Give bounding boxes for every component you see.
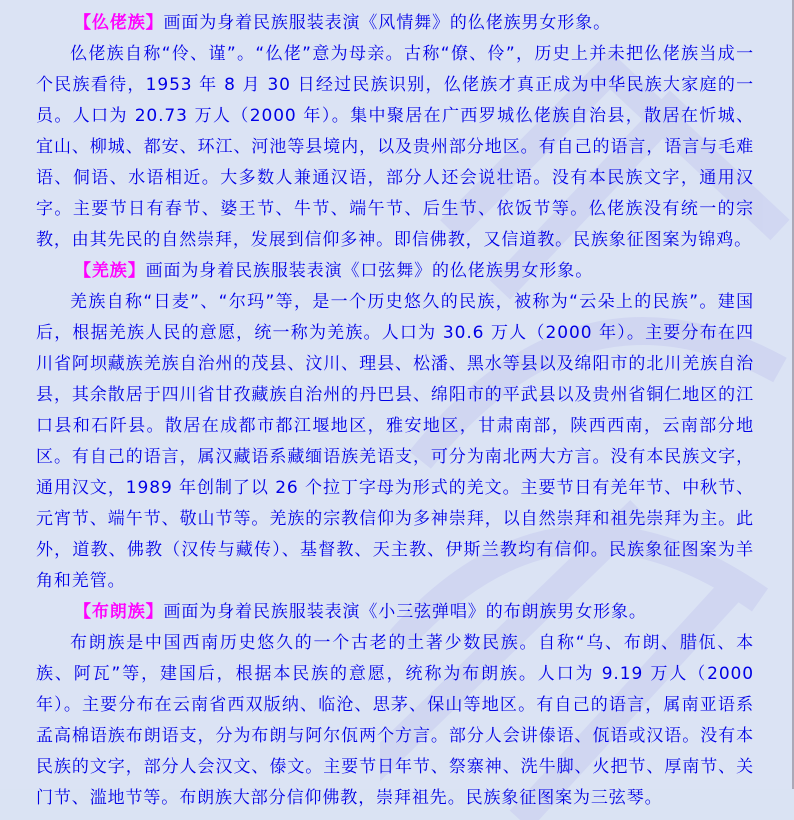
section-body-qiang: 羌族自称“日麦”、“尔玛”等，是一个历史悠久的民族，被称为“云朵上的民族”。建国后，根据羌族人民的意愿，统一称为羌族。人口为 30.6 万人（2000 年）。主要分布在四川省阿坝藏族羌族自治州的茂县、汶川、理县、松潘、黑水等县以及绵阳市的北川羌族自治县，其余散居于四川省甘孜藏族自治州的丹巴县、绵阳市的平武县以及贵州省铜仁地区的江口县和石阡县。散居在成都市都江堰地区，雅安地区，甘肃南部，陕西西南，云南部分地区。有自己的语言，属汉藏语系藏缅语族羌语支，可分为南北两大方言。没有本民族文字，通用汉文，1989 年创制了以 26 个拉丁字母为形式的羌文。主要节日有羌年节、中秋节、元宵节、端午节、敬山节等。羌族的宗教信仰为多神崇拜，以自然崇拜和祖先崇拜为主。此外，道教、佛教（汉传与藏传）、基督教、天主教、伊斯兰教均有信仰。民族象征图案为羊角和羌管。 bbox=[36, 292, 754, 591]
section-body-mulao: 仫佬族自称“伶、谨”。“仫佬”意为母亲。古称“僚、伶”，历史上并未把仫佬族当成一个民族看待，1953 年 8 月 30 日经过民族识别，仫佬族才真正成为中华民族大家庭的一员。人口为 20.73 万人（2000 年）。集中聚居在广西罗城仫佬族自治县，散居在忻城、宜山、柳城、都安、环江、河池等县境内，以及贵州部分地区。有自己的语言，语言与毛难语、侗语、水语相近。大多数人兼通汉语，部分人还会说壮语。没有本民族文字，通用汉字。主要节日有春节、婆王节、牛节、端午节、后生节、依饭节等。仫佬族没有统一的宗教，由其先民的自然崇拜，发展到信仰多神。即信佛教，又信道教。民族象征图案为锦鸡。 bbox=[36, 44, 754, 250]
section-caption-mulao: 【仫佬族】画面为身着民族服装表演《风情舞》的仫佬族男女形象。 bbox=[74, 13, 611, 33]
section-caption-blang: 【布朗族】画面为身着民族服装表演《小三弦弹唱》的布朗族男女形象。 bbox=[74, 602, 647, 622]
document-body bbox=[36, 8, 754, 814]
section-caption-qiang: 【羌族】画面为身着民族服装表演《口弦舞》的仫佬族男女形象。 bbox=[74, 261, 594, 281]
section-tag-qiang: 【羌族】 bbox=[74, 261, 146, 281]
section-tag-mulao: 【仫佬族】 bbox=[74, 13, 164, 33]
section-body-blang: 布朗族是中国西南历史悠久的一个古老的土著少数民族。自称“乌、布朗、腊佤、本族、阿瓦”等，建国后，根据本民族的意愿，统称为布朗族。人口为 9.19 万人（2000 年）。主要分布在云南省西双版纳、临沧、思茅、保山等地区。有自己的语言，属南亚语系孟高棉语族布朗语支，分为布朗与阿尔佤两个方言。部分人会讲傣语、佤语或汉语。没有本民族的文字，部分人会汉文、傣文。主要节日年节、祭寨神、洗牛脚、火把节、厚南节、关门节、滥地节等。布朗族大部分信仰佛教，崇拜祖先。民族象征图案为三弦琴。 bbox=[36, 633, 754, 808]
section-tag-blang: 【布朗族】 bbox=[74, 602, 164, 622]
